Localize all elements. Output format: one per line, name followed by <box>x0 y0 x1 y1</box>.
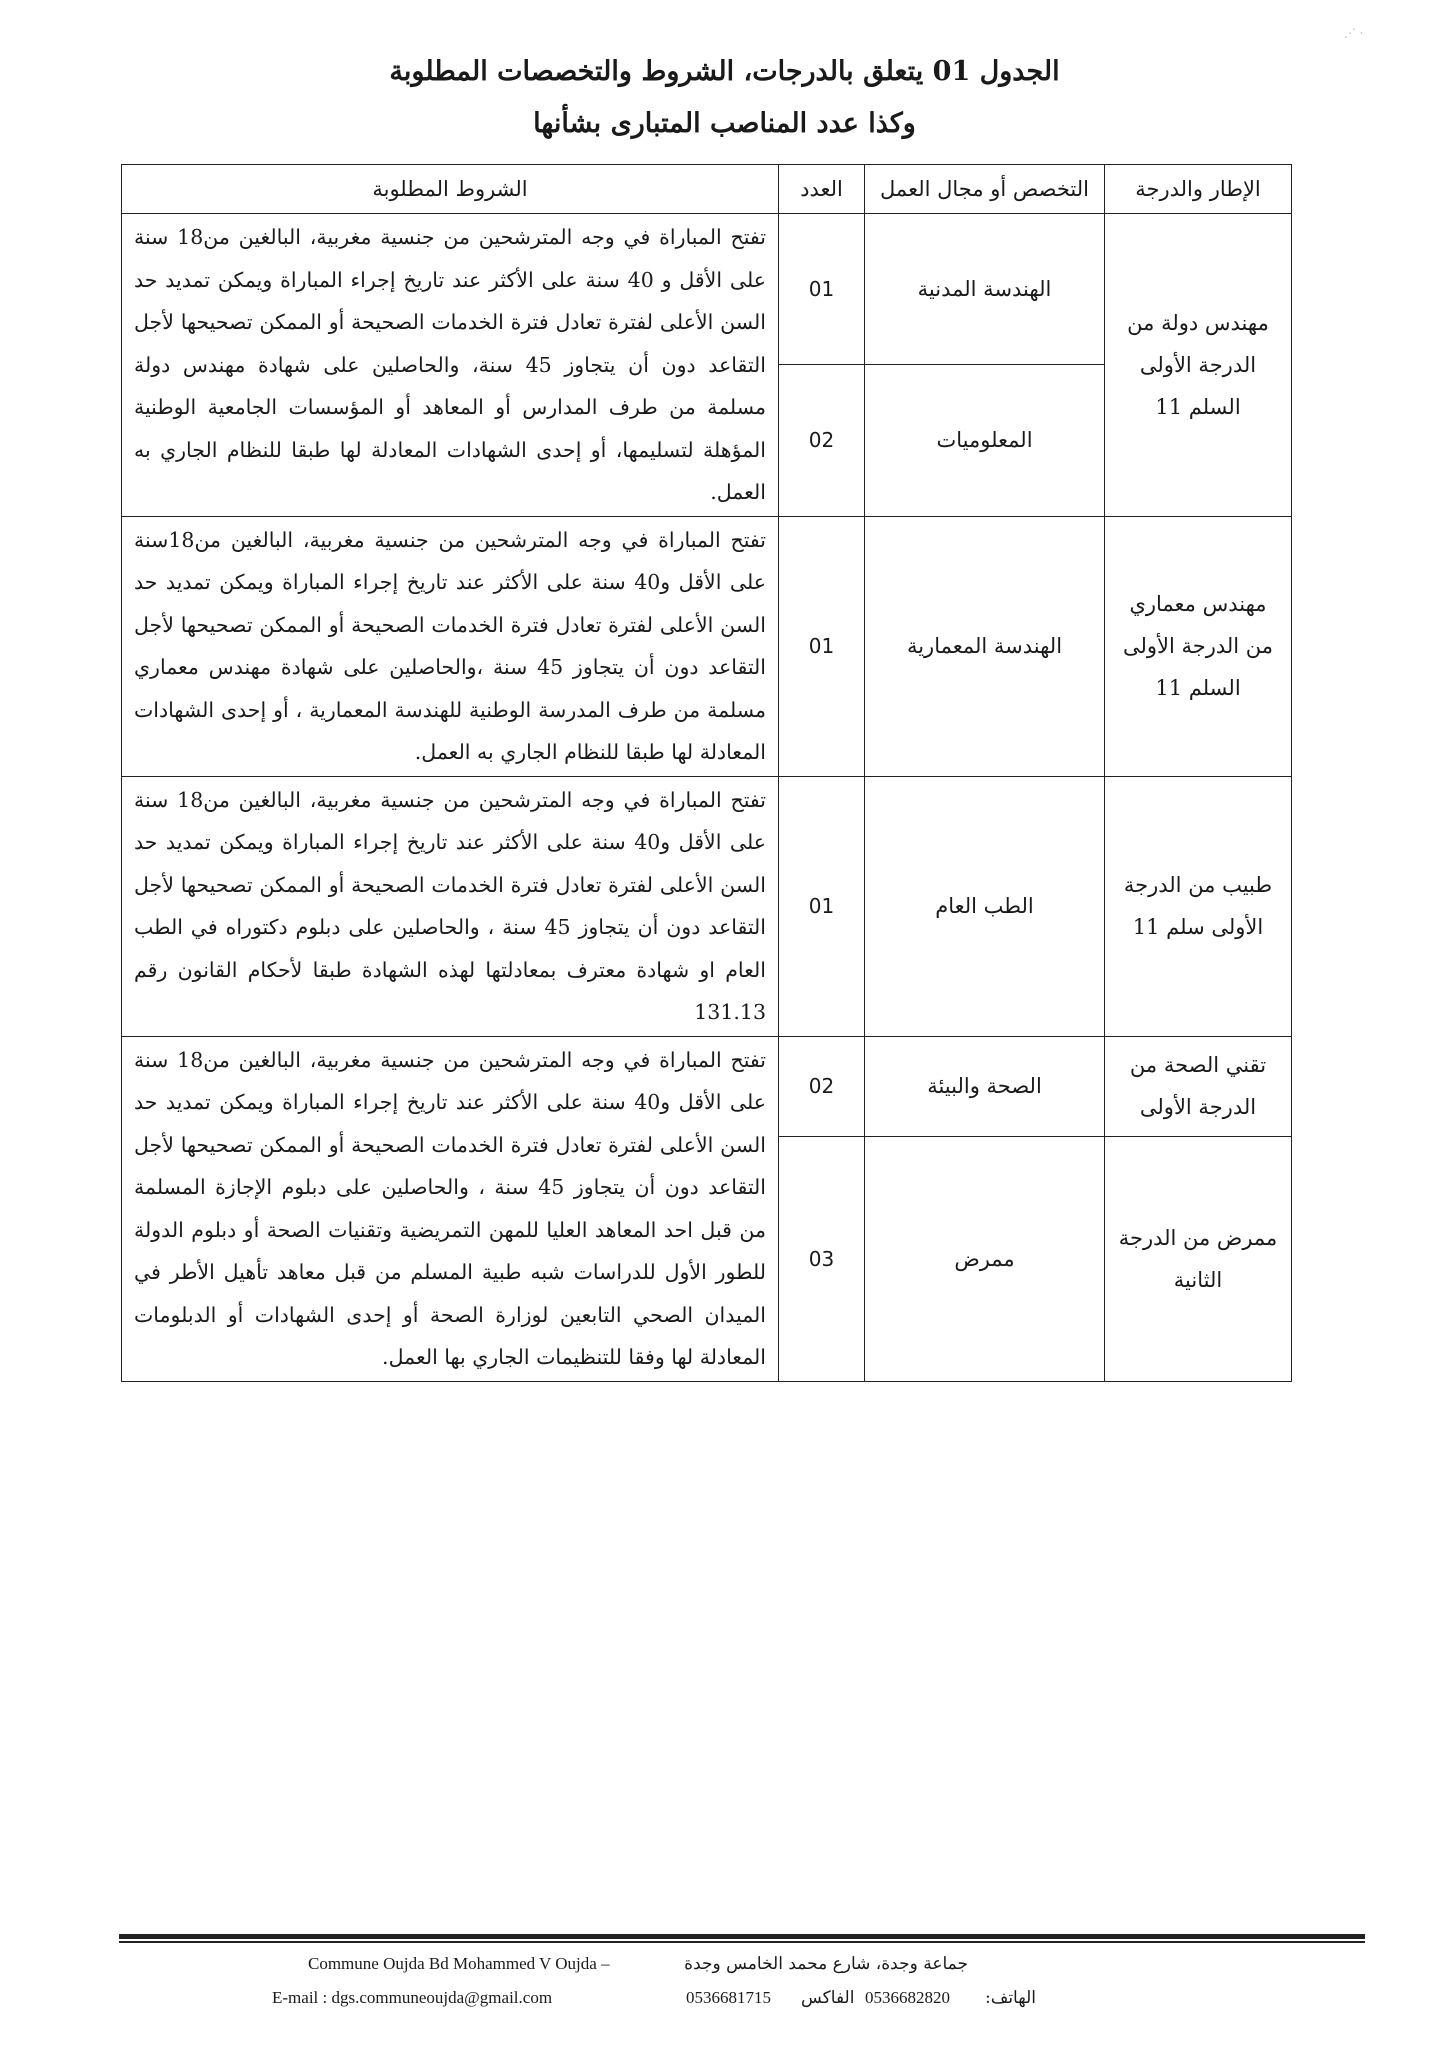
grade-cell: تقني الصحة من الدرجة الأولى <box>1105 1036 1292 1136</box>
footer-fax: 0536681715 <box>686 1988 771 2007</box>
count-cell: 01 <box>779 214 865 365</box>
count-cell: 02 <box>779 365 865 516</box>
table-row <box>122 214 1292 365</box>
grade-cell: ممرض من الدرجة الثانية <box>1105 1136 1292 1381</box>
conditions-cell: تفتح المباراة في وجه المترشحين من جنسية مغربية، البالغين من18 سنة على الأقل و 40 سنة على الأكثر عند تاريخ إجراء المباراة ويمكن تمديد حد السن الأعلى لفترة تعادل فترة الخدمات الصحيحة أو الممكن تصحيحها لأجل التقاعد دون أن يتجاوز 45 سنة، والحاصلين على شهادة مهندس دولة مسلمة من طرف المدارس أو المعاهد أو المؤسسات الجامعية الوطنية المؤهلة لتسليمها، أو إحدى الشهادات المعادلة لها طبقا للنظام الجاري به العمل. <box>122 214 779 517</box>
specialty-cell: ممرض <box>865 1136 1105 1381</box>
header-grade: الإطار والدرجة <box>1105 165 1292 214</box>
document-title: الجدول 01 يتعلق بالدرجات، الشروط والتخصصات المطلوبة <box>389 56 1060 87</box>
grade-cell: مهندس معماري من الدرجة الأولى السلم 11 <box>1105 516 1292 776</box>
specialty-cell: الصحة والبيئة <box>865 1036 1105 1136</box>
footer-phone: 0536682820 <box>865 1988 950 2007</box>
footer-divider <box>119 1934 1365 1939</box>
footer-address-fr: Commune Oujda Bd Mohammed V Oujda – <box>308 1954 610 1973</box>
header-conditions: الشروط المطلوبة <box>122 165 779 214</box>
table-row <box>122 776 1292 1036</box>
specialty-cell: الطب العام <box>865 776 1105 1036</box>
conditions-cell: تفتح المباراة في وجه المترشحين من جنسية مغربية، البالغين من18 سنة على الأقل و40 سنة على الأكثر عند تاريخ إجراء المباراة ويمكن تمديد حد السن الأعلى لفترة تعادل فترة الخدمات الصحيحة أو الممكن تصحيحها لأجل التقاعد دون أن يتجاوز 45 سنة ، والحاصلين على دبلوم دكتوراه في الطب العام او شهادة معترف بمعادلتها لهذه الشهادة طبقا لأحكام القانون رقم 131.13 <box>122 776 779 1036</box>
conditions-cell: تفتح المباراة في وجه المترشحين من جنسية مغربية، البالغين من18سنة على الأقل و40 سنة على الأكثر عند تاريخ إجراء المباراة ويمكن تمديد حد السن الأعلى لفترة تعادل فترة الخدمات الصحيحة أو الممكن تصحيحها لأجل التقاعد دون أن يتجاوز 45 سنة ،والحاصلين على شهادة مهندس معماري مسلمة من طرف المدرسة الوطنية للهندسة المعمارية ، أو إحدى الشهادات المعادلة لها طبقا للنظام الجاري به العمل. <box>122 516 779 776</box>
specialty-cell: الهندسة المعمارية <box>865 516 1105 776</box>
grade-cell: مهندس دولة من الدرجة الأولى السلم 11 <box>1105 214 1292 517</box>
table-row <box>122 516 1292 776</box>
header-count: العدد <box>779 165 865 214</box>
header-specialty: التخصص أو مجال العمل <box>865 165 1105 214</box>
footer-email: E-mail : dgs.communeoujda@gmail.com <box>272 1988 553 2007</box>
count-cell: 01 <box>779 776 865 1036</box>
specialty-cell: المعلوميات <box>865 365 1105 516</box>
count-cell: 01 <box>779 516 865 776</box>
specialty-cell: الهندسة المدنية <box>865 214 1105 365</box>
grade-cell: طبيب من الدرجة الأولى سلم 11 <box>1105 776 1292 1036</box>
footer-divider <box>119 1941 1365 1943</box>
footer-address-ar: جماعة وجدة، شارع محمد الخامس وجدة <box>684 1954 968 1974</box>
table-row <box>122 1036 1292 1136</box>
footer-phone-label: الهاتف: <box>985 1988 1036 2008</box>
document-subtitle: وكذا عدد المناصب المتبارى بشأنها <box>533 108 916 139</box>
scan-mark: ⋰ ⸱ <box>1344 26 1364 40</box>
footer-fax-label: الفاكس <box>801 1988 855 2008</box>
positions-table <box>121 164 1292 1382</box>
conditions-cell: تفتح المباراة في وجه المترشحين من جنسية مغربية، البالغين من18 سنة على الأقل و40 سنة على الأكثر عند تاريخ إجراء المباراة ويمكن تمديد حد السن الأعلى لفترة تعادل فترة الخدمات الصحيحة أو الممكن تصحيحها لأجل التقاعد دون أن يتجاوز 45 سنة ، والحاصلين على دبلوم الإجازة المسلمة من قبل احد المعاهد العليا للمهن التمريضية وتقنيات الصحة أو دبلوم الدولة للطور الأول للدراسات شبه طبية المسلم من قبل معاهد تأهيل الأطر في الميدان الصحي التابعين لوزارة الصحة أو إحدى الشهادات أو الدبلومات المعادلة لها وفقا للتنظيمات الجاري بها العمل. <box>122 1036 779 1381</box>
table-header-row <box>122 165 1292 214</box>
count-cell: 03 <box>779 1136 865 1381</box>
count-cell: 02 <box>779 1036 865 1136</box>
